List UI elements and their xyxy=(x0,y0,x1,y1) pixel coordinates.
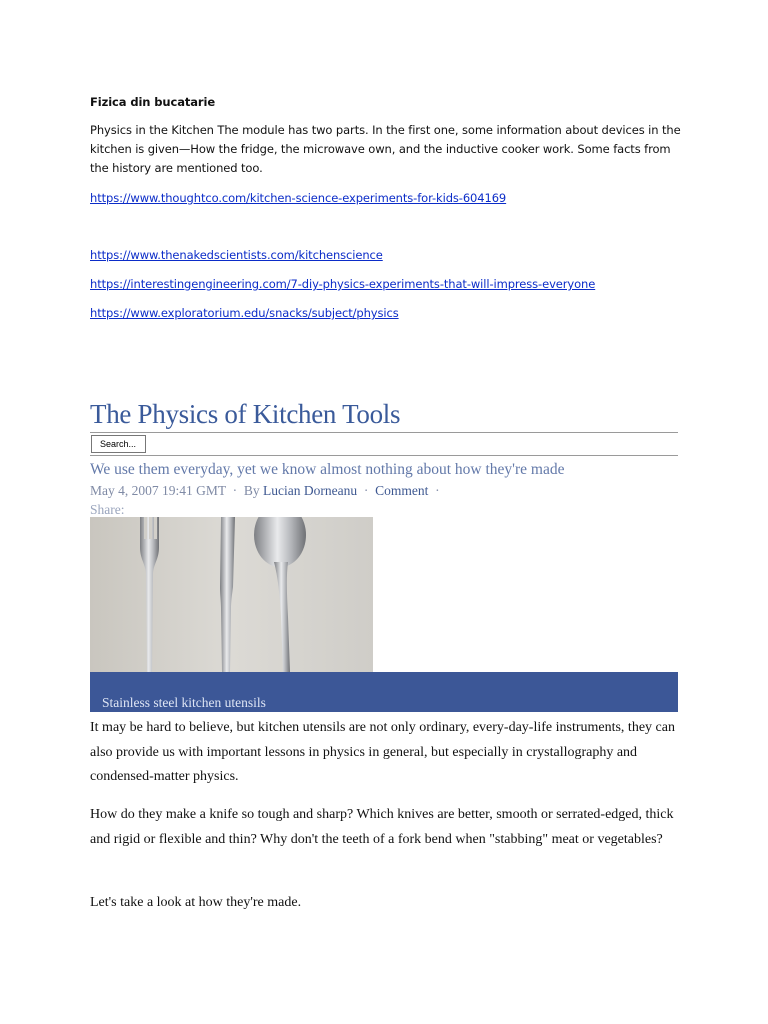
link-interestingengineering[interactable]: https://interestingengineering.com/7-diy-physics-experiments-that-will-impress-everyone xyxy=(90,277,596,291)
comment-link[interactable]: Comment xyxy=(375,483,429,498)
image-caption: Stainless steel kitchen utensils xyxy=(102,695,266,710)
article-title: The Physics of Kitchen Tools xyxy=(90,399,401,429)
description-line: kitchen is given—How the fridge, the microwave own, and the inductive cooker work. Some facts from xyxy=(90,142,671,156)
utensils-photo xyxy=(90,517,373,672)
module-description xyxy=(90,121,690,178)
article-paragraph: Let's take a look at how they're made. xyxy=(90,895,302,910)
search-input[interactable]: Search... xyxy=(91,435,146,453)
description-line: the history are mentioned too. xyxy=(90,161,263,175)
article-meta xyxy=(90,481,440,501)
share-label: Share: xyxy=(90,502,125,517)
article-paragraph: How do they make a knife so tough and sharp? Which knives are better, smooth or serrated-edged, thick and rigid or flexible and thin? Why don't the teeth of a fork bend when "stabbing" meat or vegetables? xyxy=(90,807,674,847)
link-thoughtco[interactable]: https://www.thoughtco.com/kitchen-science-experiments-for-kids-604169 xyxy=(90,191,507,205)
search-bar xyxy=(90,432,678,456)
link-exploratorium[interactable]: https://www.exploratorium.edu/snacks/subject/physics xyxy=(90,306,399,320)
article-paragraph: It may be hard to believe, but kitchen utensils are not only ordinary, every-day-life instruments, they can also provide us with important lessons in physics in general, but especially in crystallography and condensed-matter physics. xyxy=(90,720,675,784)
description-line: Physics in the Kitchen The module has two parts. In the first one, some information about devices in the xyxy=(90,123,681,137)
author-link[interactable]: Lucian Dorneanu xyxy=(263,483,358,498)
meta-separator: · xyxy=(360,483,372,498)
by-label: By xyxy=(243,483,260,498)
meta-separator: · xyxy=(229,483,241,498)
document-title: Fizica din bucatarie xyxy=(90,95,216,109)
article-subtitle: We use them everyday, yet we know almost nothing about how they're made xyxy=(90,461,565,478)
image-caption-bar xyxy=(90,672,678,712)
article-date: May 4, 2007 19:41 GMT xyxy=(90,483,226,498)
meta-separator: · xyxy=(431,483,440,498)
utensils-illustration xyxy=(90,517,373,672)
link-nakedscientists[interactable]: https://www.thenakedscientists.com/kitchenscience xyxy=(90,248,383,262)
